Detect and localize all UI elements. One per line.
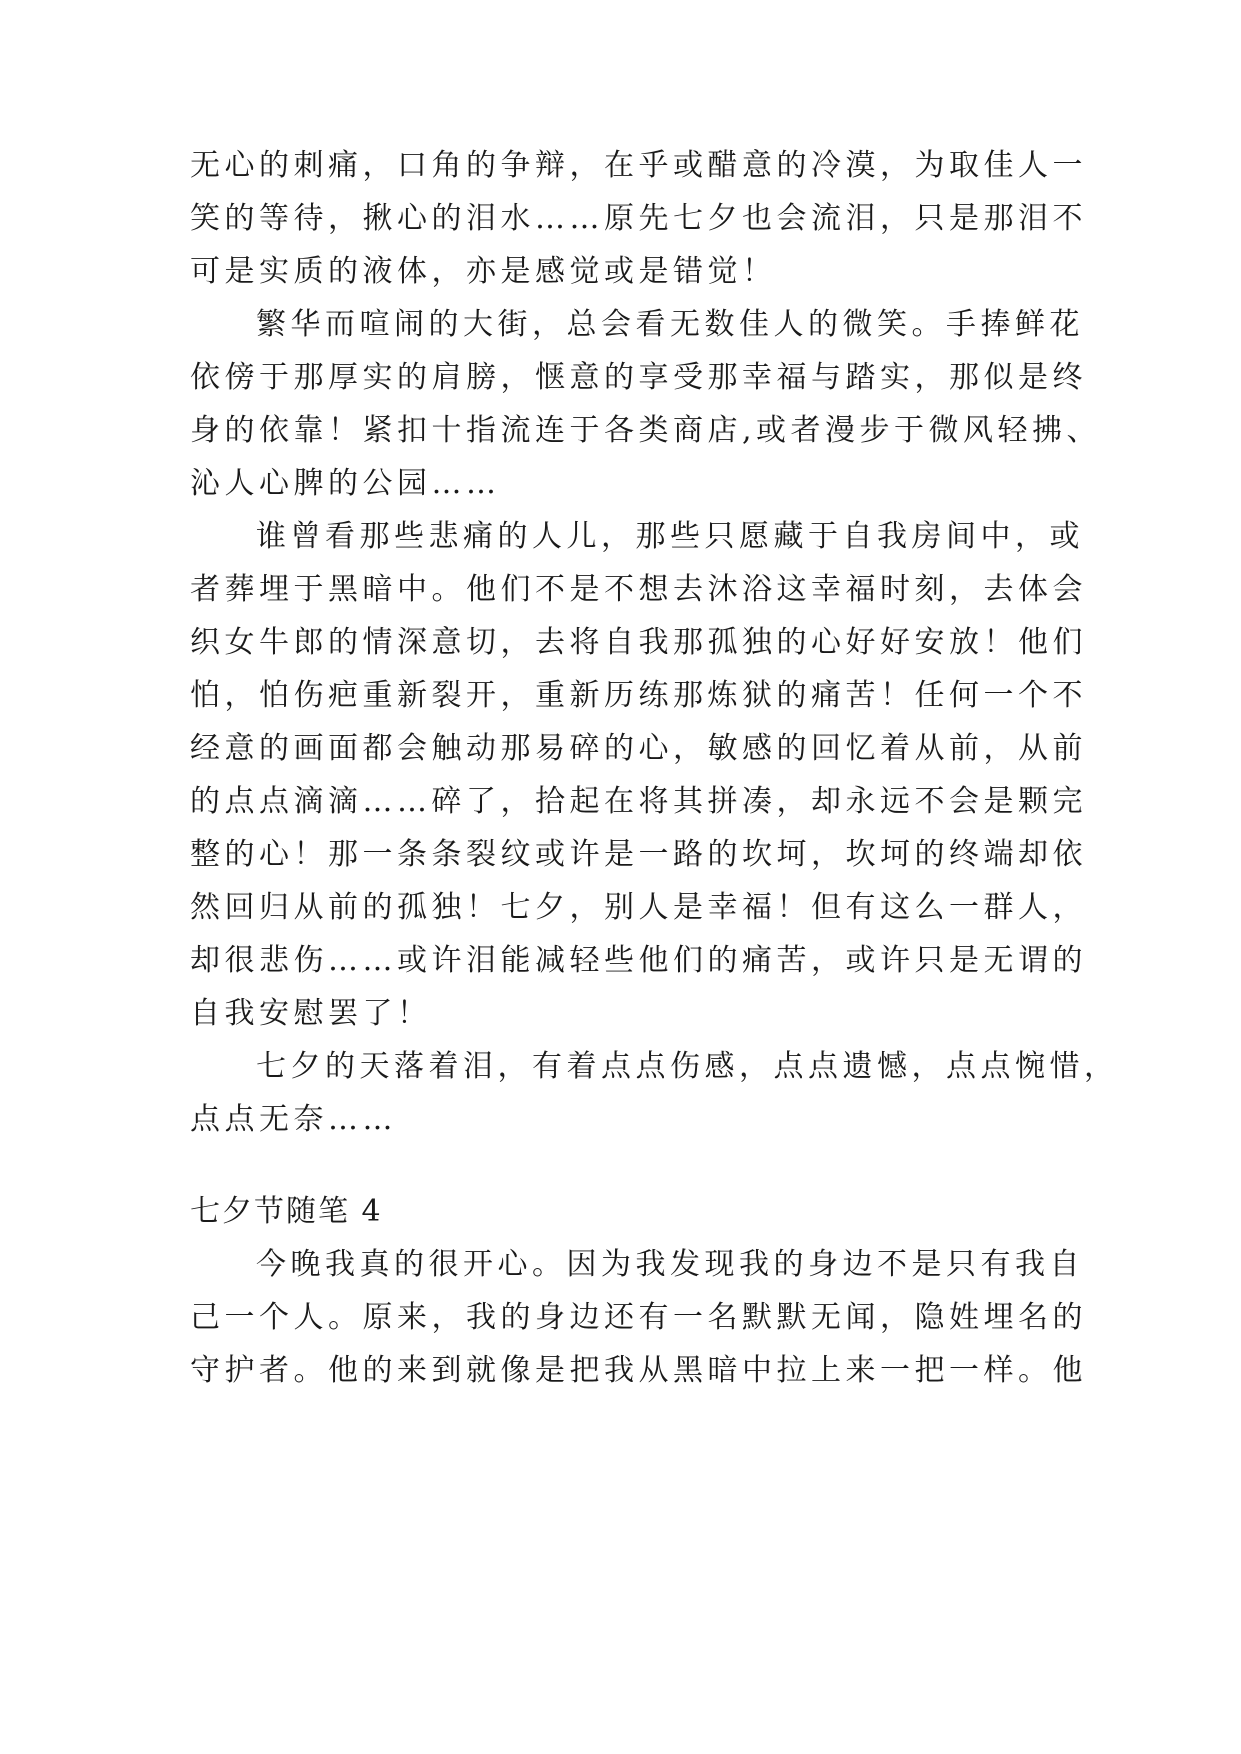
text-line: 经意的画面都会触动那易碎的心，敏感的回忆着从前，从前 [190, 731, 1087, 766]
text-line: 沁人心脾的公园…… [190, 466, 501, 501]
text-line: 然回归从前的孤独！七夕，别人是幸福！但有这么一群人， [190, 890, 1087, 925]
document-page [190, 0, 1119, 1754]
text-line: 守护者。他的来到就像是把我从黑暗中拉上来一把一样。他 [190, 1353, 1087, 1388]
text-line: 笑的等待，揪心的泪水……原先七夕也会流泪，只是那泪不 [190, 201, 1087, 236]
text-line: 者葬埋于黑暗中。他们不是不想去沐浴这幸福时刻，去体会 [190, 572, 1087, 607]
text-line: 依傍于那厚实的肩膀，惬意的享受那幸福与踏实，那似是终 [190, 360, 1087, 395]
text-line: 的点点滴滴……碎了，拾起在将其拼凑，却永远不会是颗完 [190, 784, 1087, 819]
text-line: 身的依靠！紧扣十指流连于各类商店,或者漫步于微风轻拂、 [190, 413, 1102, 448]
text-line: 无心的刺痛，口角的争辩，在乎或醋意的冷漠，为取佳人一 [190, 148, 1087, 183]
text-line: 谁曾看那些悲痛的人儿，那些只愿藏于自我房间中，或 [256, 519, 1084, 554]
text-line: 七夕的天落着泪，有着点点伤感，点点遗憾，点点惋惜， [256, 1049, 1119, 1084]
text-line: 今晚我真的很开心。因为我发现我的身边不是只有我自 [256, 1247, 1084, 1282]
text-line: 繁华而喧闹的大街，总会看无数佳人的微笑。手捧鲜花 [256, 307, 1084, 342]
text-line: 怕，怕伤疤重新裂开，重新历练那炼狱的痛苦！任何一个不 [190, 678, 1087, 713]
section-title: 七夕节随笔 4 [190, 1194, 383, 1229]
text-line: 点点无奈…… [190, 1102, 397, 1137]
text-line: 己一个人。原来，我的身边还有一名默默无闻，隐姓埋名的 [190, 1300, 1087, 1335]
text-line: 自我安慰罢了！ [190, 996, 432, 1031]
text-line: 织女牛郎的情深意切，去将自我那孤独的心好好安放！他们 [190, 625, 1087, 660]
text-line: 整的心！那一条条裂纹或许是一路的坎坷，坎坷的终端却依 [190, 837, 1087, 872]
text-line: 可是实质的液体，亦是感觉或是错觉！ [190, 254, 777, 289]
text-line: 却很悲伤……或许泪能减轻些他们的痛苦，或许只是无谓的 [190, 943, 1087, 978]
